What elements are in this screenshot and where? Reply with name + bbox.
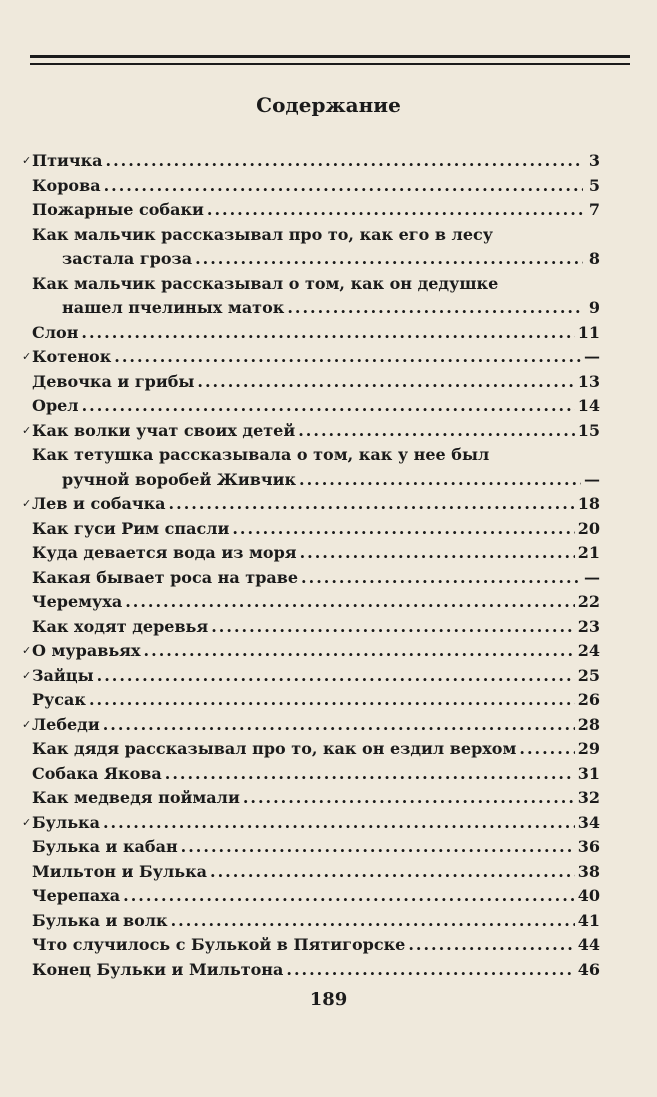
table-of-contents: [22, 149, 600, 982]
toc-entry-page: 3: [588, 151, 600, 170]
toc-entry-title: Как волки учат своих детей: [32, 420, 296, 440]
toc-leader-dots: [207, 198, 583, 223]
toc-entry-page: 40: [577, 886, 600, 905]
toc-leader-dots: [408, 933, 574, 958]
toc-entry: [22, 664, 600, 689]
toc-entry: [32, 174, 600, 199]
toc-entry-continuation: [62, 468, 600, 493]
check-mark-icon: ✓: [22, 497, 32, 510]
page-title: Содержание: [256, 93, 401, 117]
toc-entry-page: 26: [577, 690, 600, 709]
toc-entry-page: 8: [588, 249, 600, 268]
toc-entry-page: 7: [588, 200, 600, 219]
toc-leader-dots: [104, 174, 583, 199]
toc-entry-page: 5: [588, 175, 600, 195]
toc-entry-title: Что случилось с Булькой в Пятигорске: [32, 935, 406, 954]
toc-entry-title: Черемуха: [32, 592, 123, 611]
toc-entry-title: Мильтон и Булька: [32, 861, 207, 881]
toc-entry-title: О муравьях: [32, 641, 141, 660]
check-mark-icon: ✓: [22, 668, 32, 682]
toc-leader-dots: [299, 468, 581, 493]
toc-entry: [32, 958, 600, 983]
toc-entry: [32, 517, 600, 542]
toc-entry: [22, 713, 600, 738]
toc-entry-title: Слон: [32, 322, 79, 342]
top-rule-thick: [30, 55, 630, 58]
check-mark-icon: ✓: [22, 644, 32, 657]
toc-entry-page: 18: [577, 494, 600, 513]
check-mark-icon: ✓: [22, 154, 32, 167]
toc-entry: [32, 198, 600, 223]
toc-leader-dots: [144, 639, 575, 664]
toc-entry: [32, 394, 600, 419]
toc-entry-page: 29: [577, 739, 600, 758]
toc-entry-page: 41: [577, 910, 600, 930]
toc-leader-dots: [169, 492, 575, 517]
toc-entry-title: Черепаха: [32, 886, 121, 905]
toc-entry: [32, 615, 600, 640]
toc-entry-title: Пожарные собаки: [32, 200, 204, 219]
toc-leader-dots: [123, 884, 575, 909]
toc-leader-dots: [195, 247, 583, 272]
toc-entry-title: Как мальчик рассказывал про то, как его в лесу: [32, 224, 493, 244]
toc-entry-title: Как мальчик рассказывал о том, как он дедушке: [32, 273, 499, 293]
toc-entry-page: —: [584, 567, 600, 587]
toc-entry: [22, 345, 600, 370]
toc-entry-page: 25: [577, 665, 600, 685]
toc-entry: [32, 321, 600, 346]
toc-leader-dots: [89, 688, 575, 713]
toc-entry-page: —: [584, 347, 600, 366]
toc-leader-dots: [125, 590, 575, 615]
toc-leader-dots: [210, 860, 575, 885]
toc-entry-page: 38: [577, 861, 600, 881]
toc-entry-title-cont: нашел пчелиных маток: [62, 298, 285, 317]
toc-entry: [32, 884, 600, 909]
toc-entry: [32, 762, 600, 787]
toc-leader-dots: [165, 762, 575, 787]
toc-entry-page: 11: [577, 322, 600, 342]
toc-entry: [32, 566, 600, 591]
toc-leader-dots: [300, 541, 575, 566]
toc-entry: [32, 933, 600, 958]
check-mark-icon: ✓: [22, 815, 32, 829]
toc-entry-title: Булька и волк: [32, 910, 168, 930]
toc-leader-dots: [286, 958, 574, 983]
toc-leader-dots: [301, 566, 581, 591]
toc-leader-dots: [181, 835, 575, 860]
toc-entry-title: Орел: [32, 396, 79, 415]
toc-entry-title: Булька и кабан: [32, 837, 178, 856]
toc-entry: [32, 541, 600, 566]
page-number: 189: [309, 989, 348, 1010]
toc-entry-page: 46: [577, 959, 600, 979]
toc-entry-title: Птичка: [32, 151, 103, 170]
toc-entry-page: 28: [577, 714, 600, 734]
toc-leader-dots: [81, 321, 574, 346]
toc-entry-continuation: [62, 296, 600, 321]
toc-entry: [22, 492, 600, 517]
toc-entry-page: 36: [577, 837, 600, 856]
toc-leader-dots: [298, 419, 575, 444]
toc-entry: [32, 223, 600, 272]
toc-entry-title-cont: ручной воробей Живчик: [62, 469, 297, 489]
toc-entry: [32, 688, 600, 713]
toc-entry-title: Лебеди: [32, 714, 100, 734]
toc-entry-page: 13: [577, 371, 600, 391]
toc-entry-page: 32: [577, 788, 600, 807]
toc-entry-page: 9: [588, 298, 600, 317]
toc-entry-title: Девочка и грибы: [32, 371, 195, 391]
toc-entry: [22, 639, 600, 664]
toc-entry: [32, 272, 600, 321]
toc-entry-title: Куда девается вода из моря: [32, 543, 297, 562]
check-mark-icon: ✓: [22, 350, 32, 363]
toc-entry-title: Русак: [32, 690, 86, 709]
toc-entry-page: 21: [577, 543, 600, 562]
toc-entry-title: Зайцы: [32, 665, 94, 685]
check-mark-icon: ✓: [22, 717, 32, 731]
toc-entry-page: 20: [577, 518, 600, 538]
toc-leader-dots: [232, 517, 574, 542]
toc-entry-title: Как гуси Рим спасли: [32, 518, 230, 538]
toc-entry: [32, 590, 600, 615]
top-rule-thin: [30, 63, 630, 65]
toc-entry-title: Как дядя рассказывал про то, как он ездил верхом: [32, 739, 517, 758]
toc-entry: [32, 835, 600, 860]
toc-leader-dots: [103, 811, 575, 836]
toc-leader-dots: [197, 370, 574, 395]
toc-leader-dots: [211, 615, 575, 640]
toc-entry-title: Булька: [32, 812, 100, 832]
toc-entry-page: 31: [577, 763, 600, 783]
toc-entry-page: 34: [577, 812, 600, 832]
check-mark-icon: ✓: [22, 423, 32, 437]
toc-leader-dots: [114, 345, 581, 370]
toc-entry: [32, 443, 600, 492]
toc-leader-dots: [106, 149, 583, 174]
toc-entry-title: Лев и собачка: [32, 494, 166, 513]
toc-leader-dots: [103, 713, 575, 738]
toc-leader-dots: [82, 394, 575, 419]
toc-entry-page: 24: [577, 641, 600, 660]
toc-leader-dots: [287, 296, 583, 321]
toc-entry: [22, 149, 600, 174]
toc-leader-dots: [171, 909, 575, 934]
toc-leader-dots: [519, 737, 574, 762]
toc-entry: [32, 370, 600, 395]
toc-entry-page: 14: [577, 396, 600, 415]
toc-entry: [32, 860, 600, 885]
toc-entry-title: Как тетушка рассказывала о том, как у нее был: [32, 445, 490, 464]
toc-entry-page: 22: [577, 592, 600, 611]
toc-entry: [22, 811, 600, 836]
toc-entry-title: Как медведя поймали: [32, 788, 240, 807]
toc-entry: [22, 419, 600, 444]
toc-entry-continuation: [62, 247, 600, 272]
toc-entry-page: 15: [577, 420, 600, 440]
toc-entry-page: 23: [577, 616, 600, 636]
toc-entry: [32, 786, 600, 811]
toc-entry-page: 44: [577, 935, 600, 954]
toc-entry-title: Собака Якова: [32, 763, 162, 783]
toc-entry-page: —: [584, 469, 600, 489]
toc-entry: [32, 909, 600, 934]
toc-entry-title: Котенок: [32, 347, 112, 366]
toc-entry: [32, 737, 600, 762]
toc-entry-title: Конец Бульки и Мильтона: [32, 959, 284, 979]
toc-entry-title-cont: застала гроза: [62, 249, 193, 268]
toc-leader-dots: [97, 664, 575, 689]
toc-entry-title: Какая бывает роса на траве: [32, 567, 299, 587]
toc-leader-dots: [243, 786, 575, 811]
toc-entry-title: Как ходят деревья: [32, 616, 209, 636]
toc-entry-title: Корова: [32, 175, 101, 195]
